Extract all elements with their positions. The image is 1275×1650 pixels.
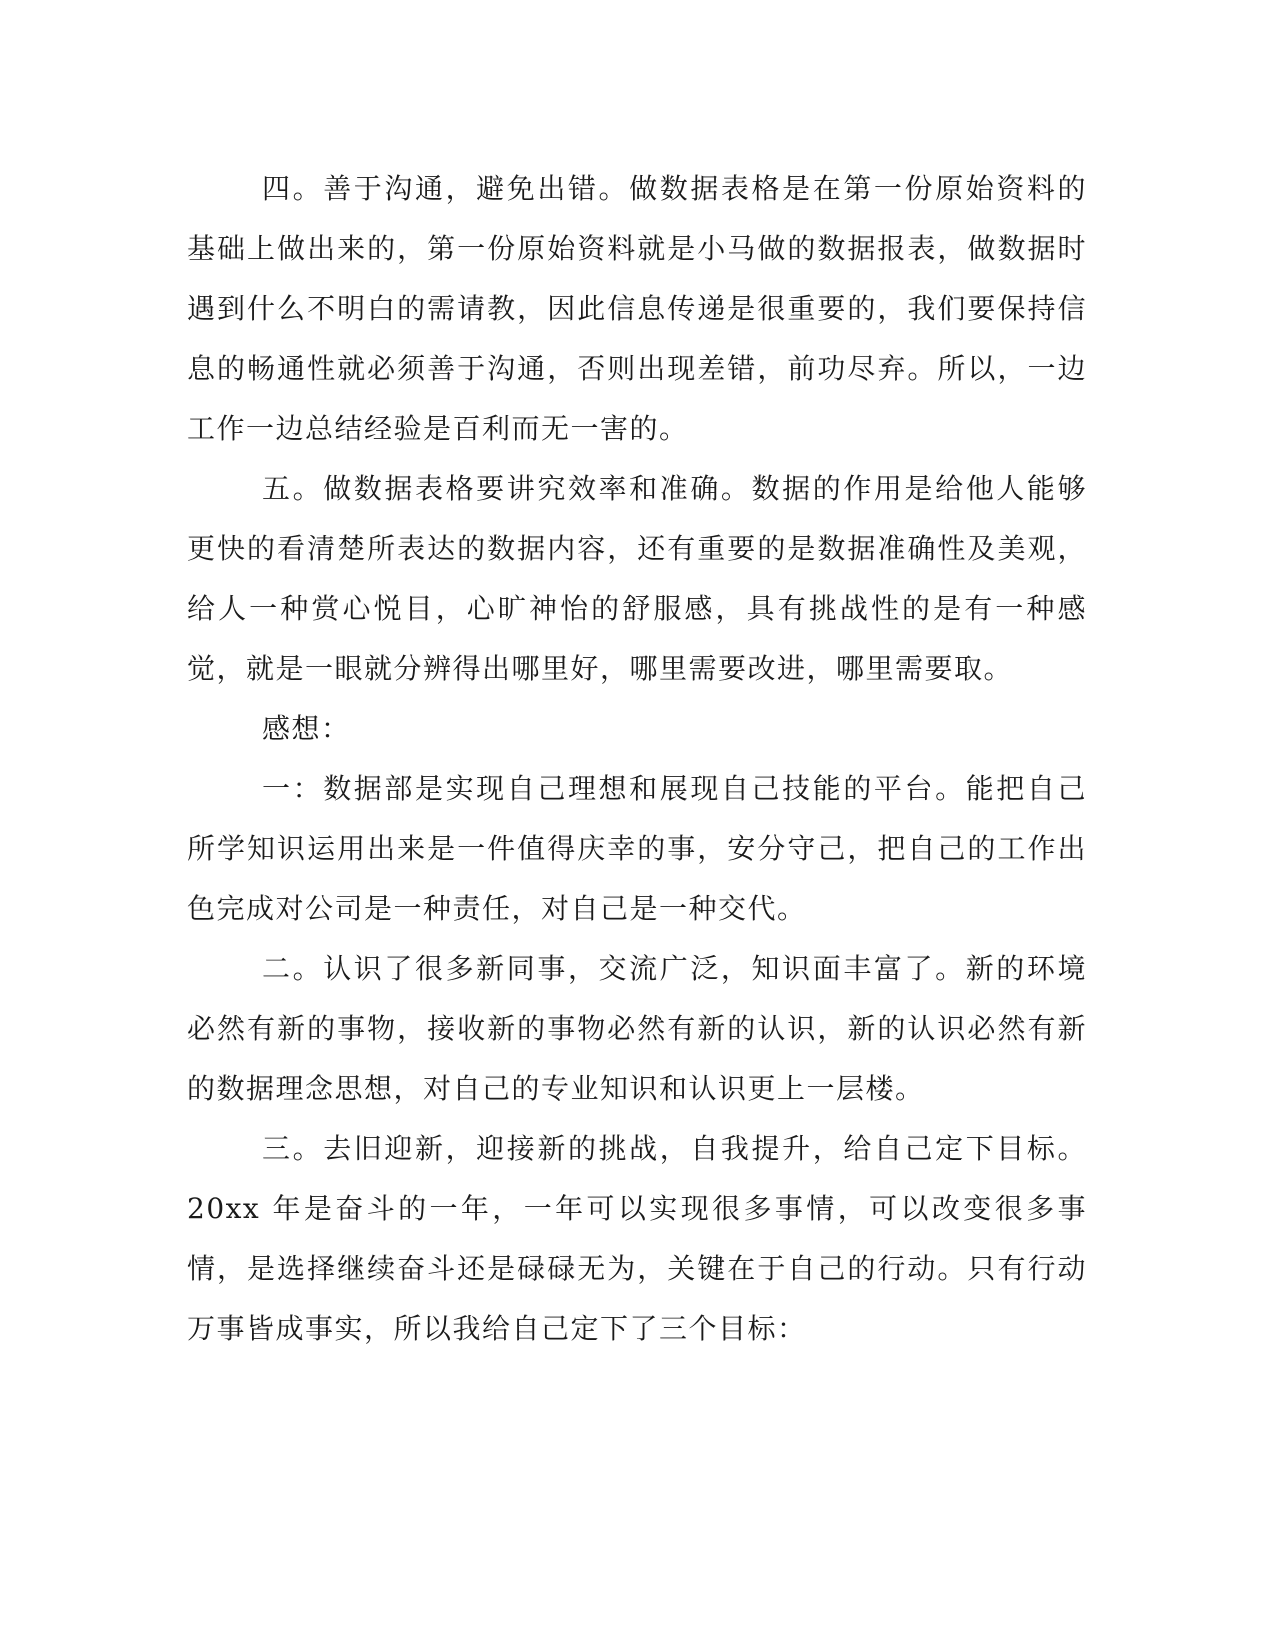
paragraph-reflection-two: 二。认识了很多新同事，交流广泛，知识面丰富了。新的环境必然有新的事物，接收新的事物必然有新的认识，新的认识必然有新的数据理念思想，对自己的专业知识和认识更上一层楼。 <box>187 952 1087 1105</box>
paragraph-reflection-one: 一：数据部是实现自己理想和展现自己技能的平台。能把自己所学知识运用出来是一件值得庆幸的事，安分守己，把自己的工作出色完成对公司是一种责任，对自己是一种交代。 <box>187 772 1087 925</box>
paragraph-point-five: 五。做数据表格要讲究效率和准确。数据的作用是给他人能够更快的看清楚所表达的数据内容，还有重要的是数据准确性及美观，给人一种赏心悦目，心旷神怡的舒服感，具有挑战性的是有一种感觉，就是一眼就分辨得出哪里好，哪里需要改进，哪里需要取。 <box>187 472 1087 685</box>
paragraph-reflection-three: 三。去旧迎新，迎接新的挑战，自我提升，给自己定下目标。20xx 年是奋斗的一年，一年可以实现很多事情，可以改变很多事情，是选择继续奋斗还是碌碌无为，关键在于自己的行动。只有行动万事皆成事实，所以我给自己定下了三个目标： <box>187 1132 1087 1345</box>
document-body <box>187 159 1087 1359</box>
paragraph-point-four: 四。善于沟通，避免出错。做数据表格是在第一份原始资料的基础上做出来的，第一份原始资料就是小马做的数据报表，做数据时遇到什么不明白的需请教，因此信息传递是很重要的，我们要保持信息的畅通性就必须善于沟通，否则出现差错，前功尽弃。所以，一边工作一边总结经验是百利而无一害的。 <box>187 172 1087 445</box>
reflections-heading: 感想： <box>262 712 351 745</box>
